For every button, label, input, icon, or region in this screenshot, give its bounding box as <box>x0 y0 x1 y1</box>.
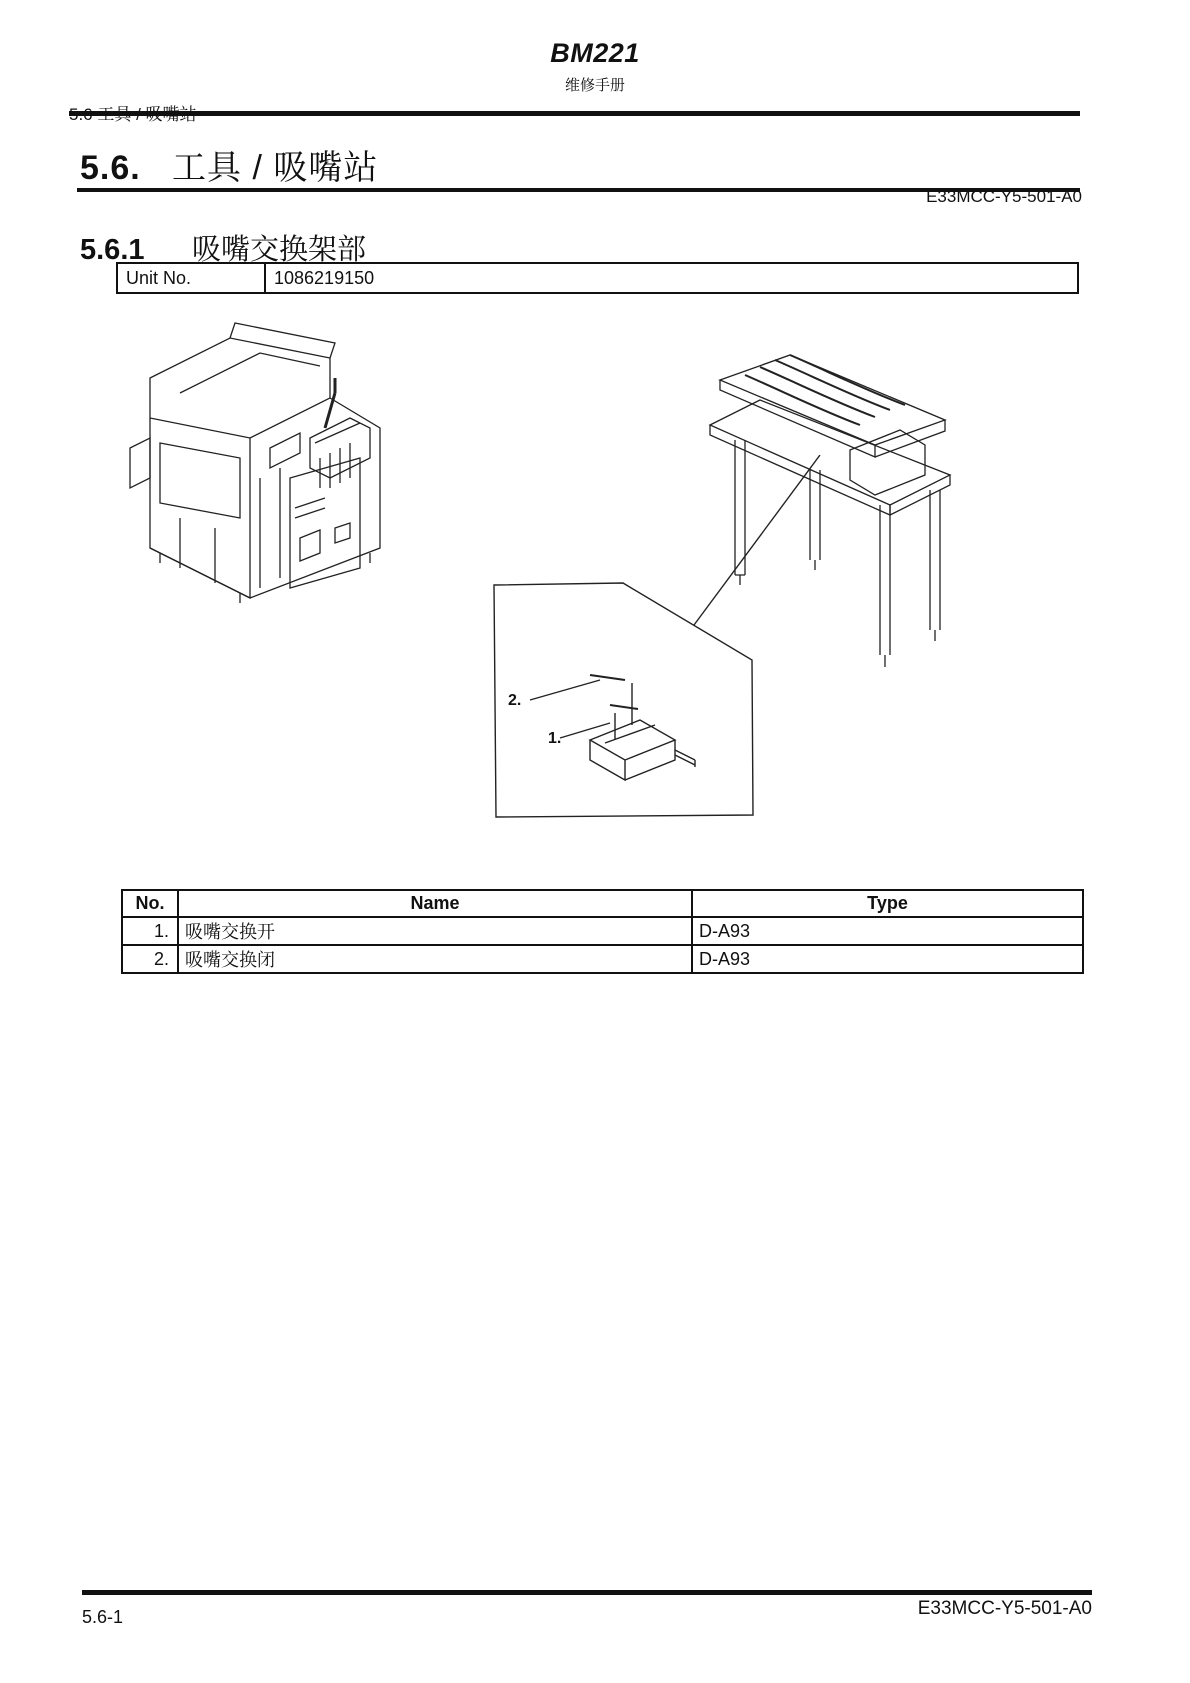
header-rule <box>69 111 1080 116</box>
section-doc-code: E33MCC-Y5-501-A0 <box>926 187 1082 206</box>
section-title <box>80 140 378 189</box>
unit-label: Unit No. <box>117 263 265 293</box>
subsection-number: 5.6.1 <box>80 234 145 266</box>
column-header-name: Name <box>178 890 692 917</box>
footer-page-number: 5.6-1 <box>82 1607 124 1627</box>
unit-table <box>116 262 1079 294</box>
detail-zoom-box <box>490 455 830 825</box>
callout-label-1: 1. <box>548 730 562 747</box>
row-name: 吸嘴交换闭 <box>178 945 692 973</box>
subsection-title-text: 吸嘴交换架部 <box>192 234 367 266</box>
machine-overview-illustration <box>120 318 420 638</box>
document-subtitle: 维修手册 <box>564 77 625 94</box>
unit-row <box>117 263 1078 293</box>
row-no: 1. <box>122 917 178 945</box>
parts-table <box>121 889 1084 974</box>
row-type: D-A93 <box>692 945 1083 973</box>
callout-label-2: 2. <box>508 692 522 709</box>
row-type: D-A93 <box>692 917 1083 945</box>
column-header-type: Type <box>692 890 1083 917</box>
section-number: 5.6. <box>80 149 141 187</box>
column-header-no: No. <box>122 890 178 917</box>
table-row <box>122 945 1083 973</box>
row-no: 2. <box>122 945 178 973</box>
section-title-text: 工具 / 吸嘴站 <box>172 149 379 187</box>
parts-table-header-row <box>122 890 1083 917</box>
table-row <box>122 917 1083 945</box>
footer-doc-code: E33MCC-Y5-501-A0 <box>917 1598 1092 1619</box>
document-title: BM221 <box>550 38 640 68</box>
footer-rule <box>82 1590 1092 1595</box>
zoom-leader-line <box>694 455 820 625</box>
unit-number: 1086219150 <box>265 263 1078 293</box>
row-name: 吸嘴交换开 <box>178 917 692 945</box>
